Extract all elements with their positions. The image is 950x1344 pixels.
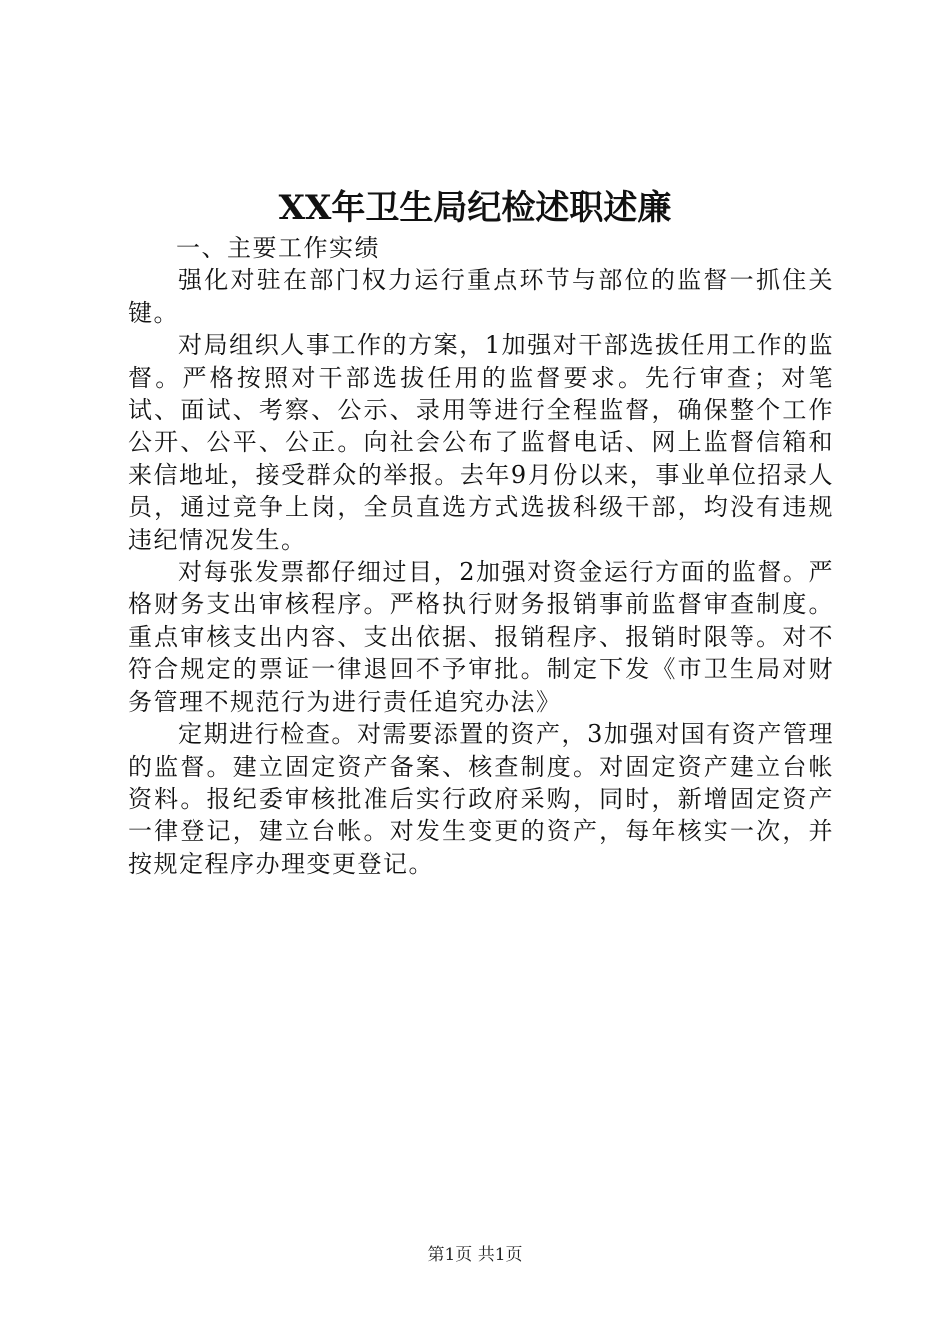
- paragraph: 对局组织人事工作的方案，1加强对干部选拔任用工作的监督。严格按照对干部选拔任用的监督要求。先行审查；对笔试、面试、考察、公示、录用等进行全程监督，确保整个工作公开、公平、公正。向社会公布了监督电话、网上监督信箱和来信地址，接受群众的举报。去年9月份以来，事业单位招录人员，通过竞争上岗，全员直选方式选拔科级干部，均没有违规违纪情况发生。: [128, 331, 834, 554]
- page-footer: 第1页 共1页: [427, 1245, 523, 1265]
- paragraph: 定期进行检查。对需要添置的资产，3加强对国有资产管理的监督。建立固定资产备案、核查制度。对固定资产建立台帐资料。报纪委审核批准后实行政府采购，同时，新增固定资产一律登记，建立台帐。对发生变更的资产，每年核实一次，并按规定程序办理变更登记。: [128, 720, 834, 878]
- paragraph: 强化对驻在部门权力运行重点环节与部位的监督一抓住关键。: [128, 266, 834, 327]
- document-body: [128, 232, 834, 880]
- section-heading: 一、主要工作实绩: [176, 234, 380, 262]
- document-title: XX年卫生局纪检述职述廉: [278, 188, 672, 228]
- paragraph: 对每张发票都仔细过目，2加强对资金运行方面的监督。严格财务支出审核程序。严格执行财务报销事前监督审查制度。重点审核支出内容、支出依据、报销程序、报销时限等。对不符合规定的票证一律退回不予审批。制定下发《市卫生局对财务管理不规范行为进行责任追究办法》: [128, 558, 834, 716]
